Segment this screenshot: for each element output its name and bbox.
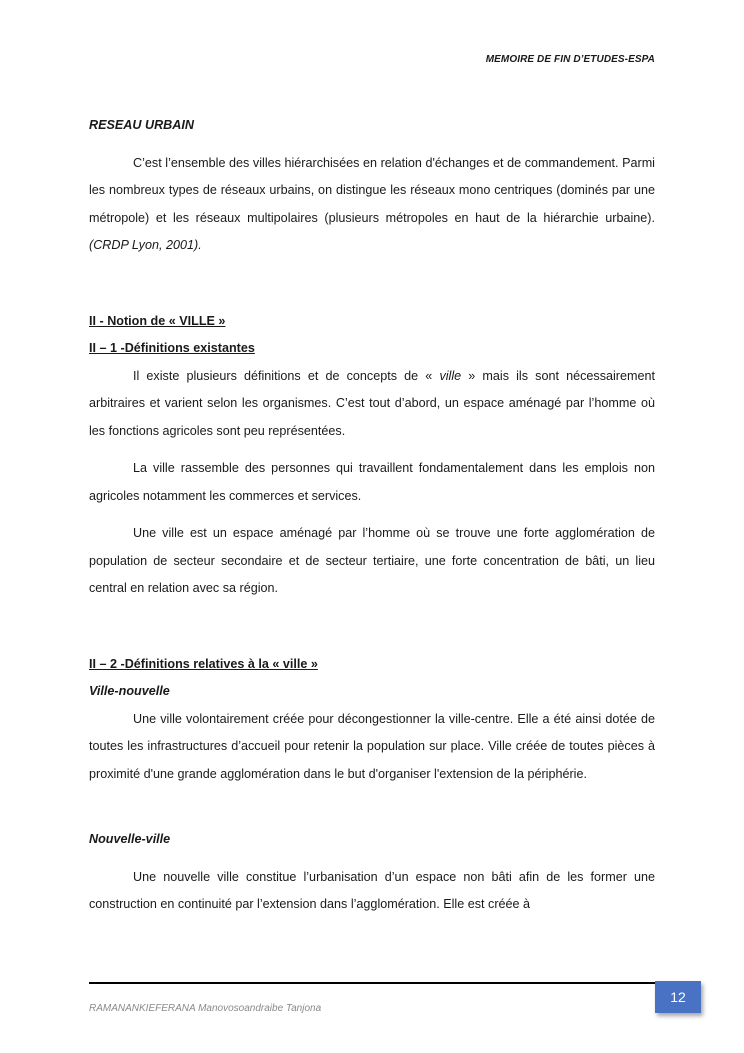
heading-definitions-existantes: II – 1 -Définitions existantes <box>89 341 255 355</box>
paragraph-reseau-urbain <box>89 150 655 260</box>
paragraph-definitions-3: Une ville est un espace aménagé par l’homme où se trouve une forte agglomération de population de secteur secondaire et de secteur tertiaire, une forte concentration de bâti, un lieu central en relation avec sa région. <box>89 526 655 595</box>
running-header: MEMOIRE DE FIN D’ETUDES-ESPA <box>485 54 655 65</box>
paragraph-definitions-2: La ville rassemble des personnes qui travaillent fondamentalement dans les emplois non agricoles notamment les commerces et services. <box>89 461 655 503</box>
heading-nouvelle-ville: Nouvelle-ville <box>89 832 171 846</box>
paragraph-nouvelle-ville: Une nouvelle ville constitue l’urbanisation d’un espace non bâti afin de les former une construction en continuité par l’extension dans l’agglomération. Elle est créée à <box>89 869 655 911</box>
italic-term: ville <box>439 368 462 383</box>
page-number-badge: 12 <box>655 981 701 1013</box>
paragraph-text: C’est l’ensemble des villes hiérarchisées en relation d'échanges et de commandement. Parmi les nombreux types de réseaux urbains, on distingue les réseaux mono centriques (dominés par une métropole) et les réseaux multipolaires (plusieurs métropoles en haut de la hiérarchie urbaine). <box>89 155 655 225</box>
footer-rule <box>89 982 674 984</box>
footer-author: RAMANANKIEFERANA Manovosoandraibe Tanjona <box>89 1003 322 1014</box>
citation: (CRDP Lyon, 2001). <box>89 238 202 252</box>
paragraph-text: Il existe plusieurs définitions et de concepts de « <box>133 368 440 383</box>
heading-definitions-relatives: II – 2 -Définitions relatives à la « ville » <box>89 656 318 671</box>
paragraph-definitions-1 <box>89 363 655 446</box>
paragraph-text: » mais ils sont nécessairement arbitraires et varient selon les organismes. C’est tout d’abord, un espace aménagé par l’homme où les fonctions agricoles sont peu représentées. <box>89 368 655 438</box>
paragraph-ville-nouvelle: Une ville volontairement créée pour décongestionner la ville-centre. Elle a été ainsi dotée de toutes les infrastructures d’accueil pour retenir la population sur place. Ville créée de toutes pièces à proximité d'une grande agglomération dans le but d'organiser l'extension de la périphérie. <box>89 711 655 781</box>
heading-ville-nouvelle: Ville-nouvelle <box>89 684 170 698</box>
heading-notion-ville: II - Notion de « VILLE » <box>89 313 226 328</box>
heading-reseau-urbain: RESEAU URBAIN <box>89 118 194 132</box>
page-content <box>89 112 655 929</box>
